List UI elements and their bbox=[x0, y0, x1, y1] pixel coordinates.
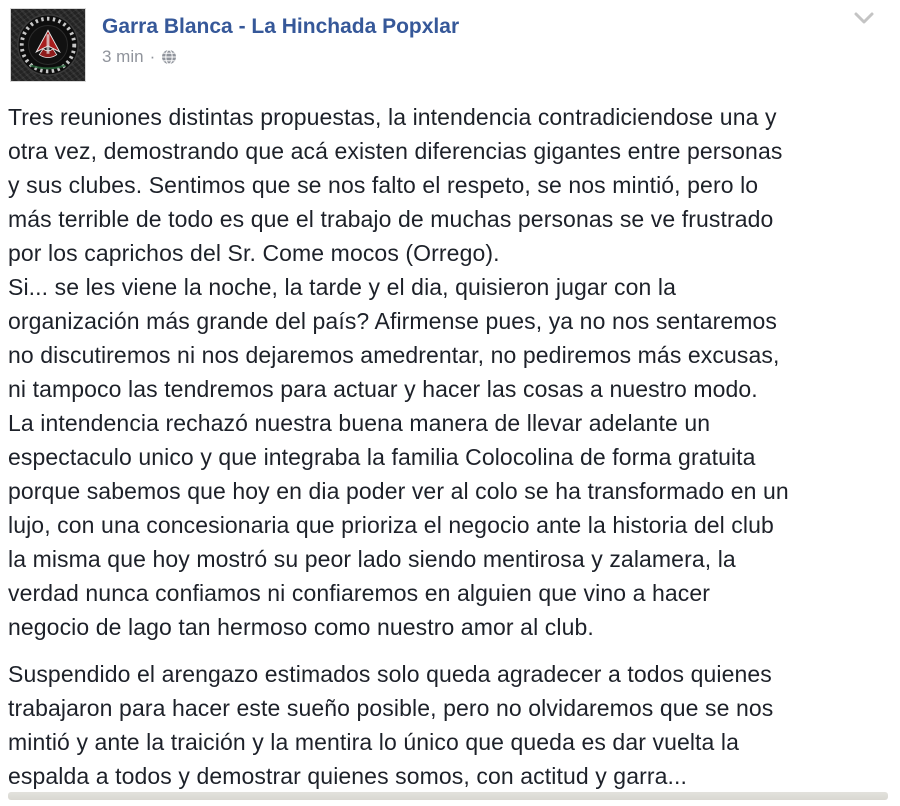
text-line: trabajaron para hacer este sueño posible, pero no olvidaremos que se nos bbox=[8, 695, 774, 721]
text-line: la misma que hoy mostró su peor lado siendo mentirosa y zalamera, la bbox=[8, 546, 736, 572]
page-avatar[interactable] bbox=[10, 8, 86, 82]
text-line: La intendencia rechazó nuestra buena manera de llevar adelante un bbox=[8, 410, 711, 436]
text-line: porque sabemos que hoy en dia poder ver al colo se ha transformado en un bbox=[8, 478, 789, 504]
post-meta bbox=[102, 47, 459, 67]
meta-separator: · bbox=[149, 47, 156, 66]
timestamp[interactable]: 3 min bbox=[102, 47, 144, 66]
text-line: otra vez, demostrando que acá existen diferencias gigantes entre personas bbox=[8, 138, 783, 164]
text-line: lujo, con una concesionaria que prioriza el negocio ante la historia del club bbox=[8, 512, 774, 538]
post-header bbox=[10, 8, 870, 82]
text-line: no discutiremos ni nos dejaremos amedrentar, no pediremos más excusas, bbox=[8, 342, 780, 368]
text-line: Si... se les viene la noche, la tarde y el dia, quisieron jugar con la bbox=[8, 274, 676, 300]
text-line: verdad nunca confiamos ni confiaremos en alguien que vino a hacer bbox=[8, 580, 711, 606]
text-line: más terrible de todo es que el trabajo de muchas personas se ve frustrado bbox=[8, 206, 774, 232]
bottom-divider bbox=[8, 792, 888, 800]
text-line: organización más grande del país? Afirmense pues, ya no nos sentaremos bbox=[8, 308, 777, 334]
text-line: por los caprichos del Sr. Come mocos (Orrego). bbox=[8, 240, 500, 266]
globe-privacy-icon bbox=[161, 49, 177, 65]
text-line: mintió y ante la traición y la mentira lo único que queda es dar vuelta la bbox=[8, 729, 740, 755]
text-line: espalda a todos y demostrar quienes somos, con actitud y garra... bbox=[8, 763, 687, 789]
text-line: ni tampoco las tendremos para actuar y hacer las cosas a nuestro modo. bbox=[8, 376, 758, 402]
text-line: y sus clubes. Sentimos que se nos falto el respeto, se nos mintió, pero lo bbox=[8, 172, 759, 198]
collapse-post-button[interactable] bbox=[850, 6, 878, 30]
chevron-down-icon bbox=[853, 11, 875, 25]
garra-blanca-logo-icon bbox=[11, 9, 85, 81]
post-paragraph bbox=[8, 100, 886, 644]
header-text bbox=[102, 8, 459, 67]
text-line: Tres reuniones distintas propuestas, la intendencia contradiciendose una y bbox=[8, 104, 777, 130]
post-text bbox=[8, 100, 886, 806]
post-paragraph bbox=[8, 657, 886, 793]
text-line: espectaculo unico y que integraba la familia Colocolina de forma gratuita bbox=[8, 444, 756, 470]
page-name-link[interactable]: Garra Blanca - La Hinchada Popxlar bbox=[102, 15, 460, 38]
text-line: negocio de lago tan hermoso como nuestro amor al club. bbox=[8, 614, 594, 640]
text-line: Suspendido el arengazo estimados solo queda agradecer a todos quienes bbox=[8, 661, 772, 687]
